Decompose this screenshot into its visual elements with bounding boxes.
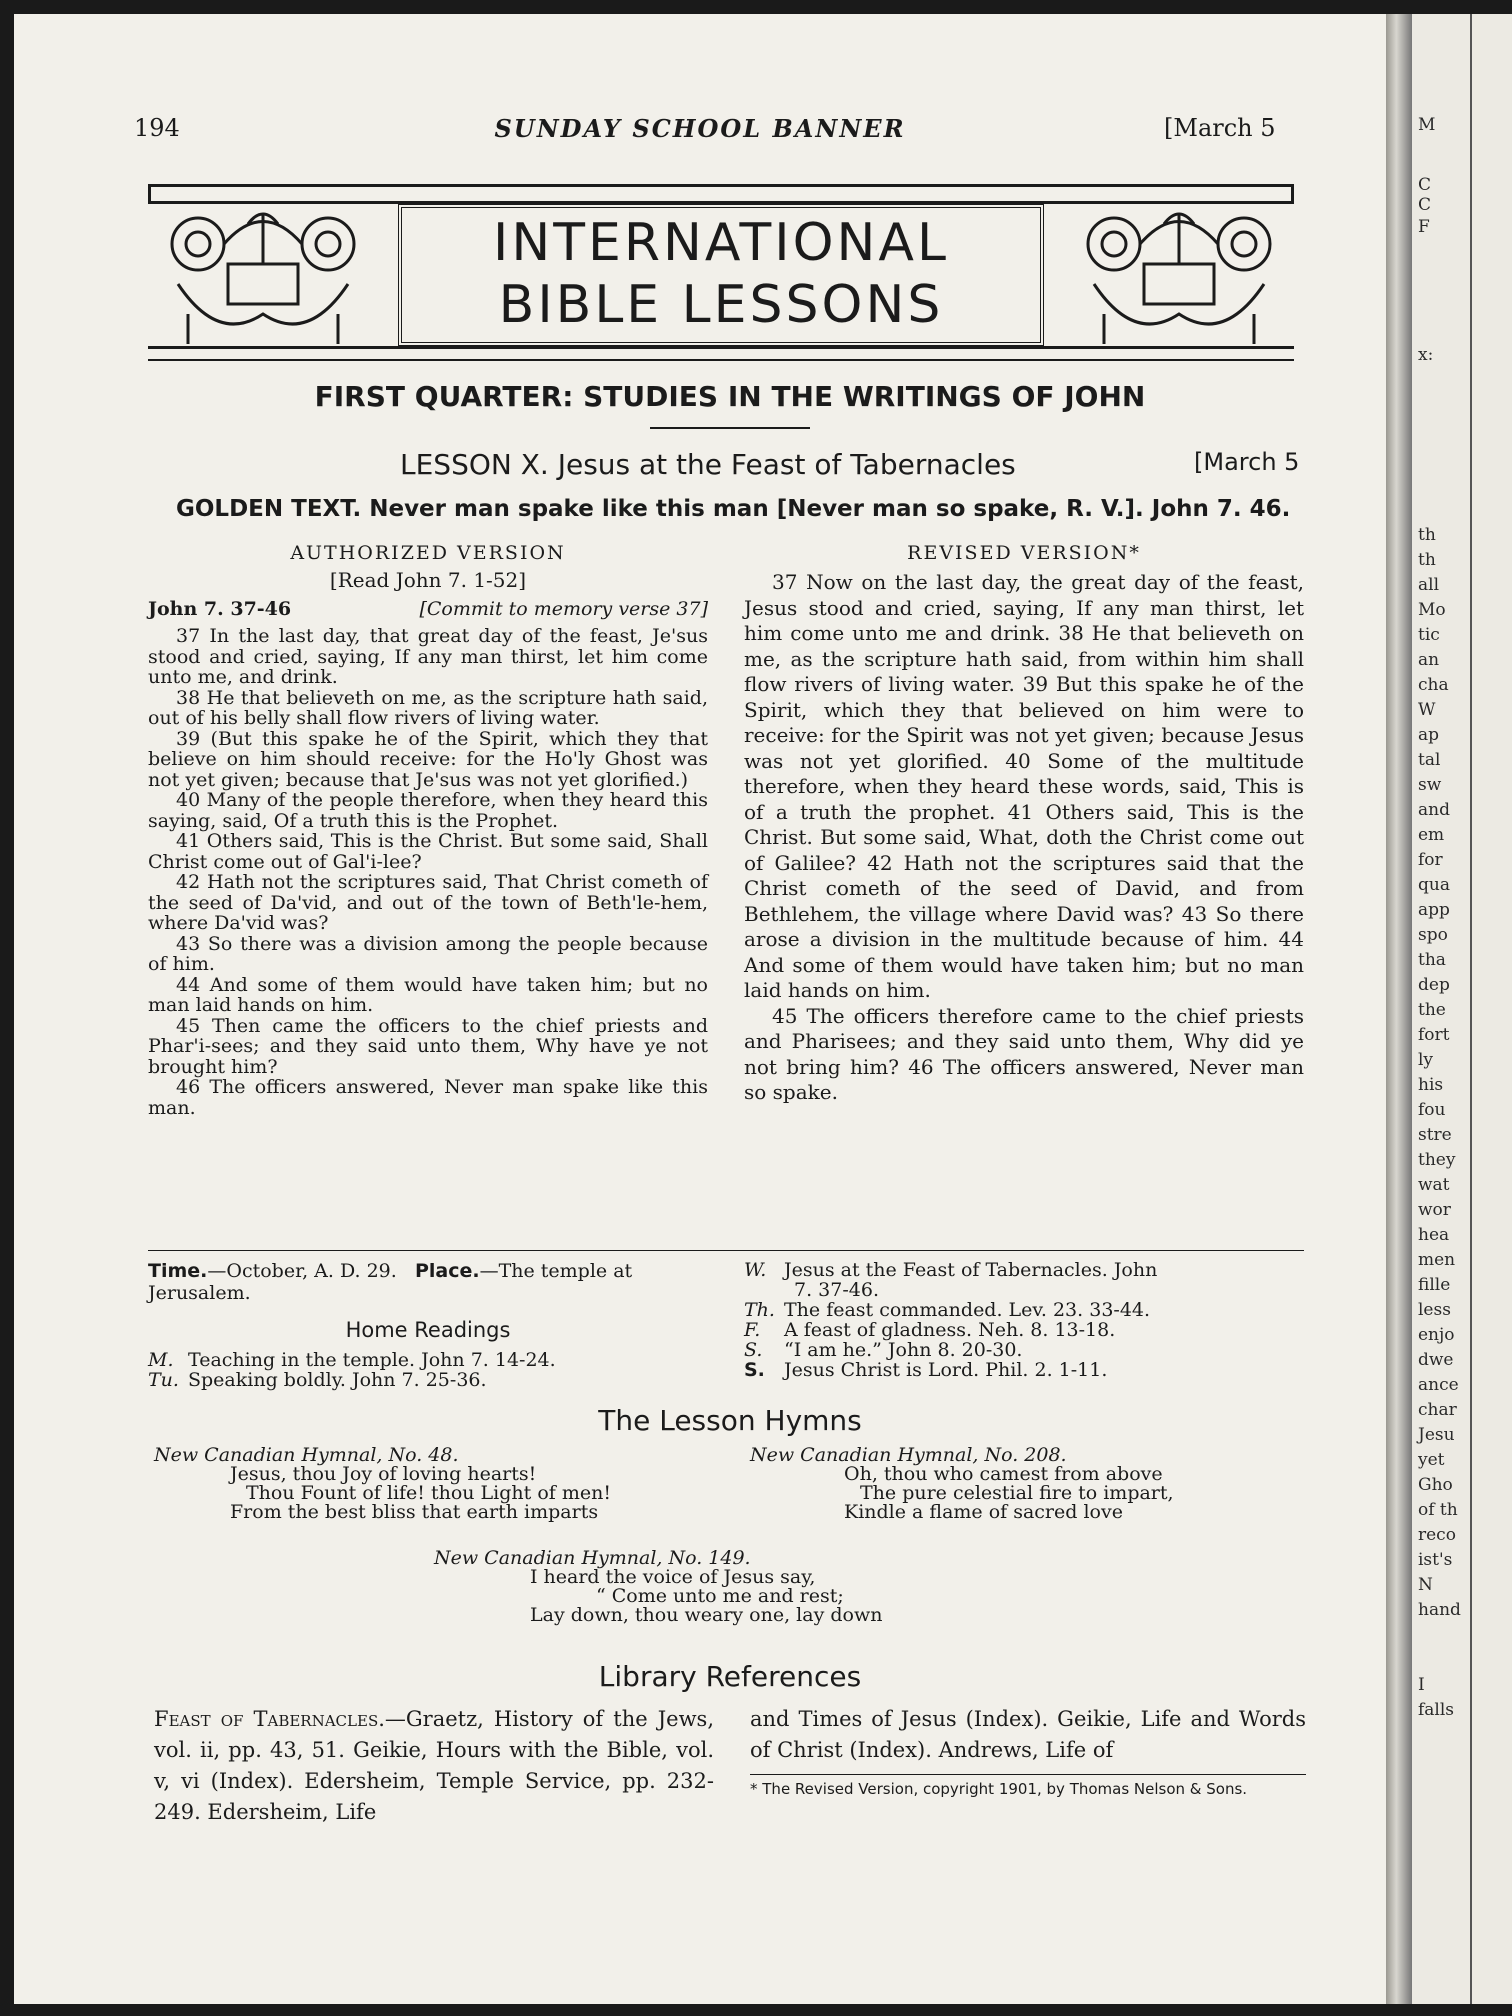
revised-version-text (744, 570, 1304, 1106)
home-readings-left (148, 1350, 708, 1390)
facing-page-text-fragment: the (1418, 1000, 1446, 1020)
verse-41: 41 Others said, This is the Christ. But some said, Shall Christ come out of Gal'i-lee? (148, 830, 708, 873)
header-date: [March 5 (1164, 114, 1276, 142)
verse-46: 46 The officers answered, Never man spake like this man. (148, 1076, 708, 1119)
library-keyword: Feast of Tabernacles. (154, 1707, 385, 1731)
time-place (148, 1260, 708, 1304)
hymn-source: New Canadian Hymnal, No. 208. (750, 1444, 1067, 1466)
facing-page-text-fragment: of th (1418, 1500, 1458, 1520)
banner-title (398, 212, 1044, 336)
facing-page-text-fragment: dep (1418, 975, 1450, 995)
verse-42: 42 Hath not the scriptures said, That Christ cometh of the seed of Da'vid, and out of the town of Beth'le-hem, where Da'vid was? (148, 871, 708, 934)
facing-page-text-fragment: an (1418, 650, 1440, 670)
journal-title: SUNDAY SCHOOL BANNER (494, 114, 906, 143)
hymn-source: New Canadian Hymnal, No. 149. (434, 1547, 751, 1569)
verse-39: 39 (But this spake he of the Spirit, which they that believe on him should receive: for the Ho'ly Ghost was not yet given; because that Je'sus was not yet glorified.) (148, 727, 708, 791)
verse-38: 38 He that believeth on me, as the scripture hath said, out of his belly shall flow rivers of living water. (148, 686, 708, 729)
facing-page-text-fragment: C (1418, 175, 1432, 195)
facing-page-text-fragment: ap (1418, 725, 1440, 745)
facing-page-text-fragment: fort (1418, 1025, 1450, 1045)
facing-page-text-fragment: for (1418, 850, 1443, 870)
reading-item: S. Jesus Christ is Lord. Phil. 2. 1-11. (744, 1359, 1108, 1381)
verse-45: 45 Then came the officers to the chief priests and Phar'i-sees; and they said unto them, Why have ye not brought him? (148, 1014, 708, 1078)
reading-item: F. A feast of gladness. Neh. 8. 13-18. (744, 1319, 1116, 1341)
reading-item: Th. The feast commanded. Lev. 23. 33-44. (744, 1299, 1151, 1321)
authorized-read-note: [Read John 7. 1-52] (329, 568, 527, 592)
facing-page-text-fragment: yet (1418, 1450, 1445, 1470)
lesson-hymns-title: The Lesson Hymns (598, 1404, 862, 1437)
facing-page-text-fragment: tic (1418, 625, 1440, 645)
facing-page-text-fragment: em (1418, 825, 1445, 845)
facing-page-text-fragment: W (1418, 700, 1436, 720)
document-page (14, 14, 1386, 2004)
golden-text: GOLDEN TEXT. Never man spake like this man [Never man so spake, R. V.]. John 7. 46. (176, 496, 1291, 522)
facing-page-text-fragment: C (1418, 195, 1432, 215)
hymn-line: The pure celestial fire to impart, (860, 1482, 1174, 1504)
hymn-208 (750, 1446, 1174, 1522)
facing-page-text-fragment: fille (1418, 1275, 1451, 1295)
facing-page-text-fragment: sw (1418, 775, 1442, 795)
facing-page-text-fragment: they (1418, 1150, 1456, 1170)
reading-item-continued: 7. 37-46. (794, 1279, 879, 1301)
library-references-title: Library References (598, 1660, 862, 1693)
revised-version-heading: REVISED VERSION* (907, 542, 1141, 564)
verse-44: 44 And some of them would have taken him; but no man laid hands on him. (148, 973, 708, 1016)
page-number: 194 (134, 114, 180, 142)
facing-page-shadow (1470, 14, 1472, 2004)
facing-page-text-fragment: enjo (1418, 1325, 1455, 1345)
facing-page-text-fragment: wor (1418, 1200, 1451, 1220)
facing-page-text-fragment: all (1418, 575, 1440, 595)
reading-item: Tu. Speaking boldly. John 7. 25-36. (148, 1369, 487, 1391)
home-readings-title: Home Readings (345, 1318, 511, 1342)
hymn-source: New Canadian Hymnal, No. 48. (154, 1444, 459, 1466)
verse-40: 40 Many of the people therefore, when they heard this saying, said, Of a truth this is the Prophet. (148, 789, 708, 832)
quarter-heading: FIRST QUARTER: STUDIES IN THE WRITINGS OF JOHN (314, 380, 1146, 413)
verse-37: 37 In the last day, that great day of the feast, Je'sus stood and cried, saying, If any man thirst, let him come unto me, and drink. (148, 625, 708, 688)
place-value: —The temple at Jerusalem. (148, 1260, 633, 1304)
facing-page-text-fragment: tal (1418, 750, 1441, 770)
facing-page-text-fragment: less (1418, 1300, 1451, 1320)
facing-page-text-fragment: char (1418, 1400, 1457, 1420)
facing-page-text-fragment: dwe (1418, 1350, 1454, 1370)
hymn-149 (434, 1549, 882, 1625)
decorative-banner (148, 184, 1294, 364)
authorized-version-text (148, 626, 708, 1118)
ornament-right-icon (1074, 204, 1284, 346)
hymn-line: From the best bliss that earth imparts (230, 1501, 599, 1523)
facing-page-text-fragment: spo (1418, 925, 1448, 945)
scripture-reference: John 7. 37-46 (148, 598, 292, 620)
footnote-rule (750, 1774, 1306, 1775)
authorized-version-heading: AUTHORIZED VERSION (290, 542, 566, 564)
facing-page-text-fragment: ly (1418, 1050, 1434, 1070)
facing-page-text-fragment: hand (1418, 1600, 1461, 1620)
banner-title-line-2: BIBLE LESSONS (498, 275, 944, 335)
facing-page-text-fragment: wat (1418, 1175, 1450, 1195)
library-references-right: and Times of Jesus (Index). Geikie, Life and Words of Christ (Index). Andrews, Life of (750, 1707, 1306, 1762)
facing-page-text-fragment: Jesu (1418, 1425, 1455, 1445)
facing-page-text-fragment: cha (1418, 675, 1449, 695)
hymn-48 (154, 1446, 611, 1522)
facing-page-text-fragment: ist's (1418, 1550, 1453, 1570)
authorized-reference-line (148, 598, 708, 620)
hymn-line: Kindle a flame of sacred love (844, 1501, 1123, 1523)
facing-page-text-fragment: men (1418, 1250, 1456, 1270)
facing-page-text-fragment: app (1418, 900, 1450, 920)
facing-page-text-fragment: and (1418, 800, 1450, 820)
time-value: —October, A. D. 29. (207, 1260, 397, 1282)
facing-page-text-fragment: F (1418, 217, 1430, 237)
facing-page-text-fragment: tha (1418, 950, 1446, 970)
memory-verse-note: [Commit to memory verse 37] (419, 598, 708, 620)
revised-paragraph: 37 Now on the last day, the great day of the feast, Jesus stood and cried, saying, If any man thirst, let him come unto me and drink. 38 He that believeth on me, as the scripture hath said, from within him shall flow rivers of living water. 39 But this spake he of the Spirit, which they that believed on him were to receive: for the Spirit was not yet given; because Jesus was not yet glorified. 40 Some of the multitude therefore, when they heard these words, said, This is of a truth the prophet. 41 Others said, This is the Christ. But some said, What, doth the Christ come out of Galilee? 42 Hath not the scriptures said that the Christ cometh of the seed of David, and from Bethlehem, the village where David was? 43 So there arose a division in the multitude because of him. 44 And some of them would have taken him; but no man laid hands on him. (744, 570, 1304, 1002)
footnote: * The Revised Version, copyright 1901, by Thomas Nelson & Sons. (750, 1780, 1248, 1798)
revised-paragraph: 45 The officers therefore came to the chief priests and Pharisees; and they said unto them, Why did ye not bring him? 46 The officers answered, Never man so spake. (744, 1003, 1304, 1104)
facing-page-text-fragment: his (1418, 1075, 1444, 1095)
facing-page-text-fragment: stre (1418, 1125, 1452, 1145)
facing-page-text-fragment: N (1418, 1575, 1433, 1595)
facing-page-text-fragment: th (1418, 525, 1436, 545)
lesson-date: [March 5 (1194, 448, 1300, 476)
facing-page-text-fragment: Gho (1418, 1475, 1453, 1495)
facing-page-text-fragment: x: (1418, 345, 1434, 365)
library-references-left (154, 1704, 714, 1828)
time-label: Time. (148, 1260, 208, 1282)
heading-rule (650, 427, 810, 429)
home-readings-right (744, 1260, 1304, 1380)
reading-item: M. Teaching in the temple. John 7. 14-24. (148, 1349, 556, 1371)
book-spine (1386, 14, 1412, 2004)
facing-page-text-fragment: falls (1418, 1700, 1455, 1720)
ornament-left-icon (158, 204, 368, 346)
hymn-line: I heard the voice of Jesus say, (530, 1566, 816, 1588)
facing-page-text-fragment: th (1418, 550, 1436, 570)
section-divider (148, 1250, 1304, 1251)
reading-item: S. “I am he.” John 8. 20-30. (744, 1339, 1023, 1361)
facing-page-text-fragment: qua (1418, 875, 1450, 895)
banner-title-line-1: INTERNATIONAL (493, 213, 949, 273)
hymn-line: Oh, thou who camest from above (844, 1463, 1163, 1485)
hymn-line: Jesus, thou Joy of loving hearts! (230, 1463, 537, 1485)
lesson-title: LESSON X. Jesus at the Feast of Tabernacles (400, 448, 1016, 481)
facing-page-text-fragment: M (1418, 115, 1436, 135)
hymn-line: Thou Fount of life! thou Light of men! (246, 1482, 611, 1504)
facing-page-text-fragment: hea (1418, 1225, 1450, 1245)
facing-page-text-fragment: Mo (1418, 600, 1446, 620)
hymn-line: Lay down, thou weary one, lay down (530, 1604, 883, 1626)
facing-page-edge (1412, 14, 1512, 2004)
library-text: —Graetz, History of the Jews, vol. ii, pp. 43, 51. Geikie, Hours with the Bible, vol. v, vi (Index). Edersheim, Temple Service, pp. 232-249. Edersheim, Life (154, 1707, 714, 1824)
banner-top-bar (148, 184, 1294, 204)
facing-page-text-fragment: fou (1418, 1100, 1446, 1120)
place-label: Place. (414, 1260, 480, 1282)
facing-page-text-fragment: reco (1418, 1525, 1456, 1545)
reading-item: W. Jesus at the Feast of Tabernacles. John (744, 1259, 1158, 1281)
facing-page-text-fragment: ance (1418, 1375, 1459, 1395)
hymn-line: “ Come unto me and rest; (596, 1585, 844, 1607)
verse-43: 43 So there was a division among the people because of him. (148, 932, 708, 975)
facing-page-text-fragment: I (1418, 1675, 1425, 1695)
banner-bottom-bar (148, 346, 1294, 361)
